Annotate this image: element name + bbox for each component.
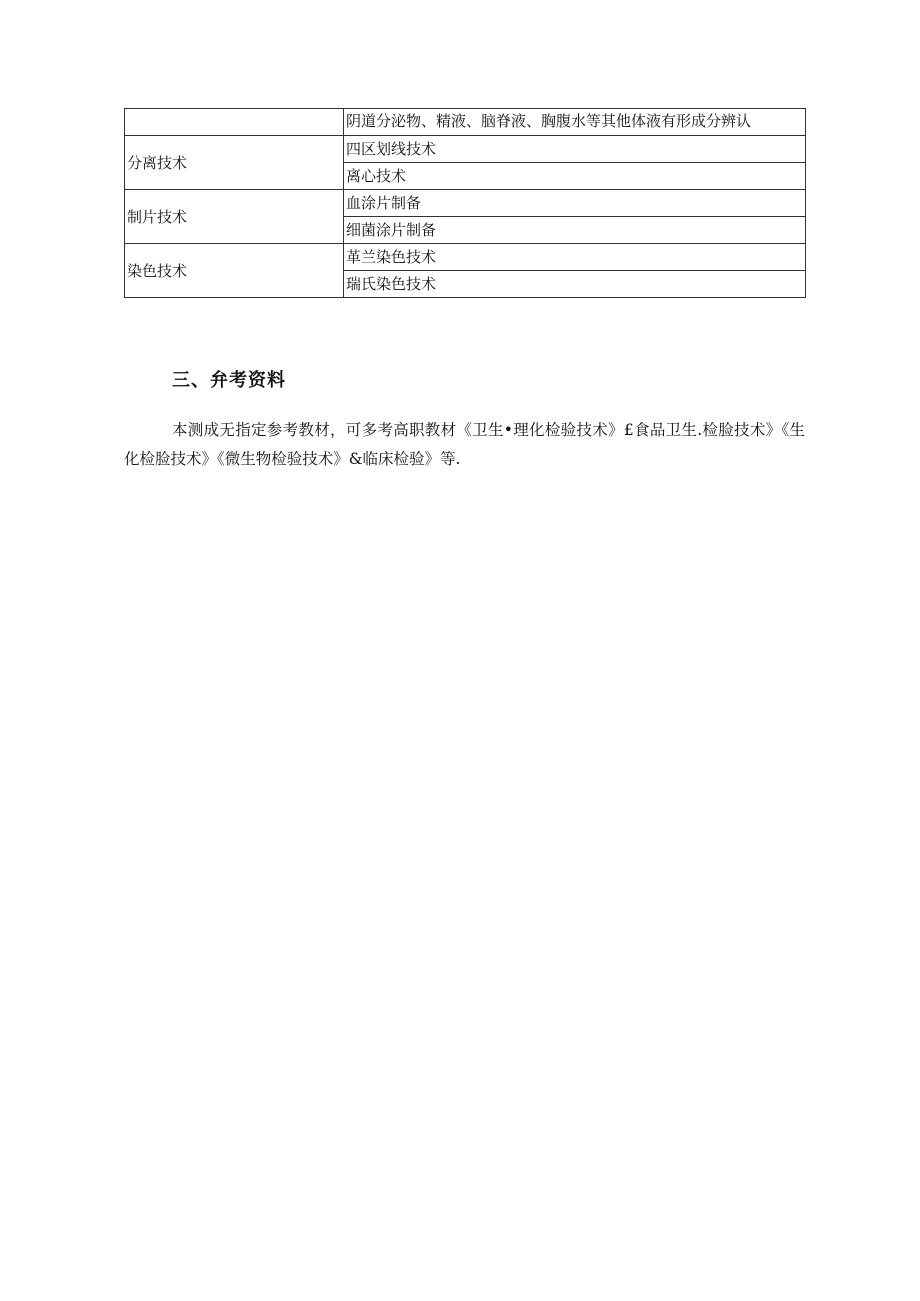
category-cell-separation: 分离技术 [125, 136, 344, 190]
item-cell: 离心技术 [344, 163, 806, 190]
section-heading: 三、弁考资料 [172, 370, 286, 391]
item-cell: 阴道分泌物、精液、脑脊液、胸腹水等其他体液有形成分辨认 [344, 109, 806, 136]
item-cell: 细菌涂片制备 [344, 217, 806, 244]
item-cell: 四区划线技术 [344, 136, 806, 163]
table-row [125, 190, 806, 217]
item-cell: 瑞氏染色技术 [344, 271, 806, 298]
category-cell [125, 109, 344, 136]
table-row [125, 136, 806, 163]
table-row [125, 244, 806, 271]
skills-table [124, 108, 806, 298]
category-cell-staining: 染色技术 [125, 244, 344, 298]
item-cell: 血涂片制备 [344, 190, 806, 217]
item-cell: 革兰染色技术 [344, 244, 806, 271]
reference-paragraph: 本测成无指定参考教材，可多考高职教材《卫生•理化检验技术》£食品卫生.检脸技术》《生化检脸技术》《微生物检验技术》&临床检验》等. [124, 420, 805, 468]
table-row [125, 109, 806, 136]
category-cell-slide-prep: 制片技术 [125, 190, 344, 244]
